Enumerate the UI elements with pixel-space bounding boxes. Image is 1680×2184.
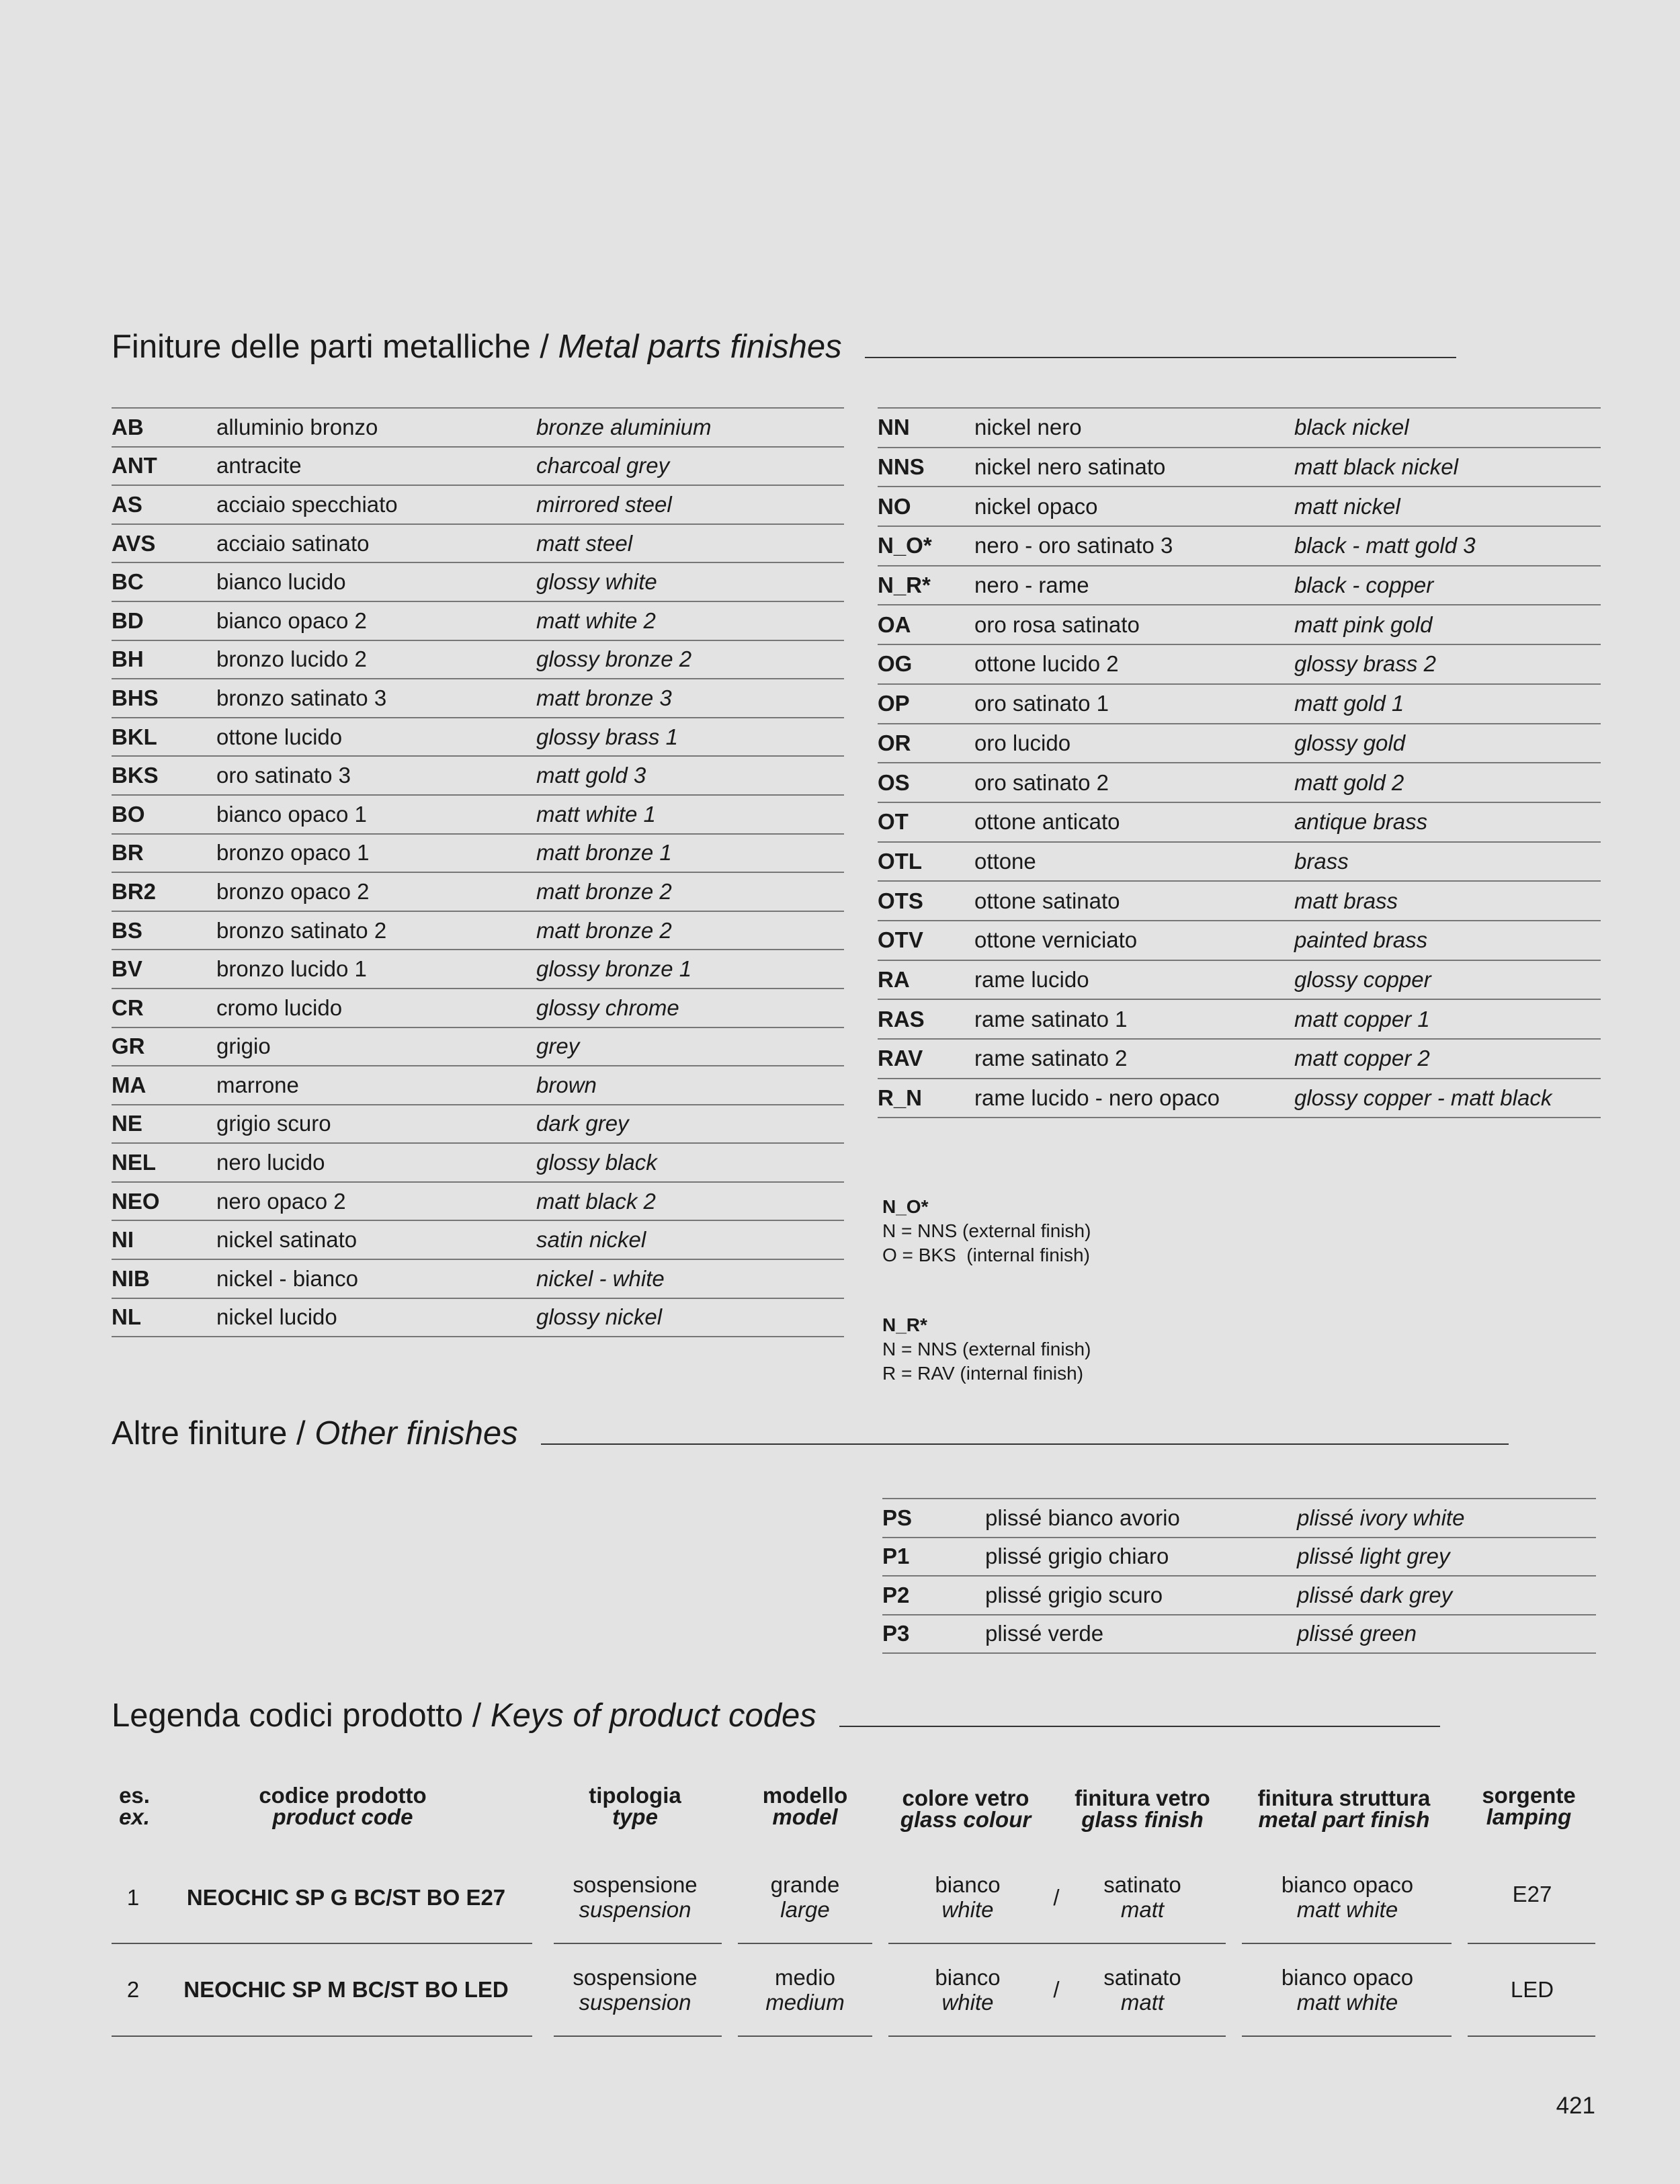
finish-name-en: plissé ivory white bbox=[1297, 1505, 1465, 1530]
finish-row bbox=[882, 1577, 1596, 1615]
title-rule bbox=[865, 357, 1456, 358]
finish-name-en: glossy bronze 1 bbox=[536, 956, 692, 982]
finish-name-it: acciaio specchiato bbox=[216, 491, 398, 517]
finish-row bbox=[878, 685, 1601, 724]
finish-row bbox=[112, 641, 844, 680]
finish-code: OG bbox=[878, 651, 913, 677]
other-finishes-title-en: Other finishes bbox=[314, 1415, 518, 1452]
finish-name-en: matt bronze 3 bbox=[536, 685, 672, 710]
finish-row bbox=[112, 448, 844, 487]
finish-name-en: matt copper 2 bbox=[1294, 1046, 1430, 1071]
finish-code: MA bbox=[112, 1072, 146, 1097]
header-lamping: sorgente lamping bbox=[1482, 1783, 1576, 1829]
product-code: NEOCHIC SP M BC/ST BO LED bbox=[183, 1977, 509, 2002]
finish-name-en: nickel - white bbox=[536, 1265, 665, 1291]
finish-code: AB bbox=[112, 414, 144, 439]
finish-name-it: rame satinato 1 bbox=[974, 1006, 1128, 1032]
finish-row bbox=[882, 1538, 1596, 1577]
note-title-n-o: N_O* bbox=[882, 1196, 929, 1217]
row-divider bbox=[738, 1943, 872, 1944]
finish-name-en: plissé light grey bbox=[1297, 1544, 1450, 1569]
metal-finishes-table-right bbox=[878, 407, 1601, 1118]
finish-code: NL bbox=[112, 1304, 141, 1330]
finish-code: PS bbox=[882, 1505, 913, 1530]
note-line: O = BKS (internal finish) bbox=[882, 1245, 1090, 1265]
finish-row bbox=[878, 1079, 1601, 1119]
title-separator: / bbox=[287, 1415, 315, 1452]
finish-name-it: nickel - bianco bbox=[216, 1265, 358, 1291]
finish-name-it: plissé verde bbox=[985, 1621, 1104, 1646]
note-line: N = NNS (external finish) bbox=[882, 1339, 1091, 1359]
finish-name-it: antracite bbox=[216, 453, 302, 478]
finish-name-en: matt gold 2 bbox=[1294, 769, 1404, 795]
finish-name-it: cromo lucido bbox=[216, 995, 343, 1020]
finish-code: RAV bbox=[878, 1046, 923, 1071]
finish-name-en: matt bronze 2 bbox=[536, 878, 672, 904]
finish-name-it: rame lucido bbox=[974, 966, 1089, 992]
product-code-keys-title bbox=[112, 1699, 1440, 1732]
finish-row bbox=[882, 1615, 1596, 1654]
finish-name-it: plissé grigio scuro bbox=[985, 1582, 1163, 1607]
header-glass-colour: colore vetro glass colour bbox=[900, 1786, 1032, 1832]
finish-row bbox=[112, 1105, 844, 1144]
finish-row bbox=[112, 989, 844, 1028]
finish-code: OTS bbox=[878, 888, 923, 913]
finish-row bbox=[112, 835, 844, 874]
finish-row bbox=[112, 602, 844, 641]
row-divider bbox=[1242, 2035, 1452, 2037]
finish-name-en: matt pink gold bbox=[1294, 612, 1433, 637]
finish-name-en: glossy copper bbox=[1294, 966, 1431, 992]
finish-row bbox=[878, 645, 1601, 685]
finish-name-it: plissé bianco avorio bbox=[985, 1505, 1180, 1530]
finish-name-it: rame satinato 2 bbox=[974, 1046, 1128, 1071]
finish-name-en: matt white 1 bbox=[536, 801, 656, 827]
header-type: tipologia type bbox=[589, 1783, 681, 1829]
finish-code: RAS bbox=[878, 1006, 925, 1032]
other-finishes-table bbox=[882, 1498, 1596, 1654]
finish-row bbox=[112, 1221, 844, 1260]
row-divider bbox=[1468, 2035, 1595, 2037]
metal-finishes-title-en: Metal parts finishes bbox=[558, 329, 842, 365]
finish-row bbox=[112, 486, 844, 525]
finish-row bbox=[112, 525, 844, 564]
finish-name-it: nickel opaco bbox=[974, 493, 1098, 519]
metal-finish-cell: bianco opaco matt white bbox=[1281, 1872, 1414, 1922]
finish-name-it: bronzo lucido 2 bbox=[216, 646, 367, 672]
finish-row bbox=[878, 527, 1601, 566]
finish-row bbox=[878, 724, 1601, 764]
finish-name-en: painted brass bbox=[1294, 927, 1428, 953]
finish-row bbox=[878, 763, 1601, 803]
finish-name-en: mirrored steel bbox=[536, 491, 672, 517]
finish-name-en: matt gold 3 bbox=[536, 763, 646, 788]
finish-name-it: oro satinato 2 bbox=[974, 769, 1109, 795]
finish-name-it: ottone verniciato bbox=[974, 927, 1138, 953]
finish-row bbox=[878, 921, 1601, 961]
product-code: NEOCHIC SP G BC/ST BO E27 bbox=[186, 1885, 506, 1910]
finish-code: OT bbox=[878, 809, 909, 835]
finish-row bbox=[878, 1000, 1601, 1040]
note-title-n-r: N_R* bbox=[882, 1314, 927, 1335]
finish-code: P3 bbox=[882, 1621, 910, 1646]
finish-name-it: oro lucido bbox=[974, 730, 1071, 755]
metal-finish-cell: bianco opaco matt white bbox=[1281, 1965, 1414, 2015]
finish-name-it: bianco opaco 1 bbox=[216, 801, 367, 827]
finish-code: NEO bbox=[112, 1188, 160, 1214]
other-finishes-title bbox=[112, 1417, 1509, 1450]
finish-row bbox=[878, 487, 1601, 527]
finish-name-en: matt black nickel bbox=[1294, 454, 1458, 480]
finish-name-en: satin nickel bbox=[536, 1227, 646, 1253]
finish-name-it: bronzo satinato 2 bbox=[216, 917, 387, 943]
finish-name-en: matt copper 1 bbox=[1294, 1006, 1430, 1032]
finish-name-it: oro satinato 1 bbox=[974, 691, 1109, 716]
finish-name-en: dark grey bbox=[536, 1111, 629, 1136]
finish-name-en: bronze aluminium bbox=[536, 414, 712, 439]
finish-code: OTV bbox=[878, 927, 923, 953]
finish-name-en: glossy nickel bbox=[536, 1304, 663, 1330]
finish-name-en: glossy black bbox=[536, 1150, 657, 1175]
finish-code: NE bbox=[112, 1111, 142, 1136]
finish-row bbox=[878, 566, 1601, 606]
finish-name-en: black - matt gold 3 bbox=[1294, 533, 1476, 558]
header-model: modello model bbox=[762, 1783, 848, 1829]
finish-name-it: nero - oro satinato 3 bbox=[974, 533, 1173, 558]
type-cell: sospensione suspension bbox=[573, 1965, 698, 2015]
example-number: 1 bbox=[126, 1885, 140, 1910]
finish-name-it: bronzo lucido 1 bbox=[216, 956, 367, 982]
page-number: 421 bbox=[1556, 2093, 1595, 2119]
finish-name-en: plissé green bbox=[1297, 1621, 1417, 1646]
glass-finish-cell: satinato matt bbox=[1103, 1965, 1181, 2015]
finish-name-en: matt gold 1 bbox=[1294, 691, 1404, 716]
finish-name-it: oro satinato 3 bbox=[216, 763, 351, 788]
finish-code: OP bbox=[878, 691, 910, 716]
keys-title-en: Keys of product codes bbox=[490, 1697, 816, 1734]
finish-name-en: matt black 2 bbox=[536, 1188, 656, 1214]
finish-row bbox=[112, 1144, 844, 1183]
finish-name-it: nero opaco 2 bbox=[216, 1188, 346, 1214]
other-finishes-title-it: Altre finiture bbox=[112, 1415, 288, 1452]
finish-row bbox=[112, 1028, 844, 1067]
finish-name-it: ottone lucido 2 bbox=[974, 651, 1119, 677]
title-rule bbox=[839, 1726, 1440, 1727]
row-divider bbox=[112, 2035, 532, 2037]
finish-name-en: glossy chrome bbox=[536, 995, 679, 1020]
finish-code: OA bbox=[878, 612, 911, 637]
finish-row bbox=[112, 873, 844, 912]
finish-name-en: matt white 2 bbox=[536, 607, 656, 633]
finish-code: RA bbox=[878, 966, 910, 992]
finish-name-en: matt bronze 2 bbox=[536, 917, 672, 943]
finish-name-en: glossy brass 1 bbox=[536, 724, 678, 749]
type-cell: sospensione suspension bbox=[573, 1872, 698, 1922]
finish-code: P2 bbox=[882, 1582, 910, 1607]
finish-code: CR bbox=[112, 995, 144, 1020]
finish-name-it: acciaio satinato bbox=[216, 530, 370, 556]
finish-name-it: ottone bbox=[974, 848, 1036, 874]
finish-code: BHS bbox=[112, 685, 159, 710]
finish-name-it: bronzo opaco 2 bbox=[216, 878, 370, 904]
slash-separator: / bbox=[1053, 1977, 1060, 2002]
finish-code: NI bbox=[112, 1227, 134, 1253]
note-line: N = NNS (external finish) bbox=[882, 1220, 1091, 1241]
finish-row bbox=[878, 448, 1601, 488]
finish-code: OR bbox=[878, 730, 911, 755]
finish-code: BD bbox=[112, 607, 144, 633]
row-divider bbox=[888, 1943, 1226, 1944]
metal-finishes-title-it: Finiture delle parti metalliche bbox=[112, 329, 531, 365]
finish-name-it: nero lucido bbox=[216, 1150, 325, 1175]
row-divider bbox=[554, 2035, 722, 2037]
finish-name-it: ottone satinato bbox=[974, 888, 1120, 913]
finish-code: N_O* bbox=[878, 533, 932, 558]
finish-name-it: grigio scuro bbox=[216, 1111, 331, 1136]
finish-name-it: bianco lucido bbox=[216, 569, 346, 595]
finish-name-en: black - copper bbox=[1294, 573, 1434, 598]
finish-code: NEL bbox=[112, 1150, 156, 1175]
finish-name-en: matt brass bbox=[1294, 888, 1398, 913]
finish-name-it: plissé grigio chiaro bbox=[985, 1544, 1169, 1569]
finish-code: BC bbox=[112, 569, 144, 595]
finish-name-it: ottone anticato bbox=[974, 809, 1120, 835]
finish-name-en: matt nickel bbox=[1294, 493, 1400, 519]
metal-finishes-table-left bbox=[112, 407, 844, 1337]
finish-name-en: charcoal grey bbox=[536, 453, 670, 478]
finish-code: NN bbox=[878, 415, 910, 440]
finish-name-it: rame lucido - nero opaco bbox=[974, 1085, 1220, 1111]
finish-row bbox=[112, 757, 844, 796]
finish-name-it: nickel nero bbox=[974, 415, 1082, 440]
finish-name-en: glossy copper - matt black bbox=[1294, 1085, 1552, 1111]
finish-row bbox=[112, 679, 844, 718]
row-divider bbox=[1468, 1943, 1595, 1944]
example-number: 2 bbox=[126, 1977, 140, 2002]
finish-name-en: black nickel bbox=[1294, 415, 1409, 440]
finish-code: NO bbox=[878, 493, 911, 519]
finish-code: BH bbox=[112, 646, 144, 672]
finish-name-it: grigio bbox=[216, 1034, 271, 1059]
finish-row bbox=[112, 563, 844, 602]
finish-name-en: plissé dark grey bbox=[1297, 1582, 1453, 1607]
finish-code: NIB bbox=[112, 1265, 150, 1291]
finish-row bbox=[878, 409, 1601, 448]
glass-finish-cell: satinato matt bbox=[1103, 1872, 1181, 1922]
header-example: es. ex. bbox=[119, 1783, 150, 1829]
finish-code: BO bbox=[112, 801, 145, 827]
finish-name-en: glossy brass 2 bbox=[1294, 651, 1436, 677]
row-divider bbox=[554, 1943, 722, 1944]
finish-name-en: matt steel bbox=[536, 530, 633, 556]
finish-code: N_R* bbox=[878, 573, 931, 598]
finish-name-en: glossy bronze 2 bbox=[536, 646, 692, 672]
finish-code: GR bbox=[112, 1034, 145, 1059]
finish-code: BKL bbox=[112, 724, 157, 749]
finish-name-it: nickel lucido bbox=[216, 1304, 337, 1330]
finish-notes bbox=[882, 1195, 1091, 1386]
lamping-cell: E27 bbox=[1512, 1882, 1552, 1906]
lamping-cell: LED bbox=[1510, 1977, 1554, 2002]
finish-code: BKS bbox=[112, 763, 159, 788]
finish-code: BV bbox=[112, 956, 142, 982]
finish-code: AS bbox=[112, 491, 142, 517]
header-glass-finish: finitura vetro glass finish bbox=[1075, 1786, 1210, 1832]
finish-code: P1 bbox=[882, 1544, 910, 1569]
finish-row bbox=[112, 718, 844, 757]
finish-code: ANT bbox=[112, 453, 157, 478]
finish-row bbox=[878, 843, 1601, 882]
header-metal-part-finish: finitura struttura metal part finish bbox=[1257, 1786, 1431, 1832]
keys-title-it: Legenda codici prodotto bbox=[112, 1697, 464, 1734]
finish-row bbox=[878, 882, 1601, 921]
finish-row bbox=[112, 409, 844, 448]
row-divider bbox=[888, 2035, 1226, 2037]
glass-colour-cell: bianco white bbox=[935, 1965, 1001, 2015]
title-separator: / bbox=[463, 1697, 491, 1734]
finish-code: R_N bbox=[878, 1085, 923, 1111]
finish-name-it: ottone lucido bbox=[216, 724, 343, 749]
finish-name-it: bianco opaco 2 bbox=[216, 607, 367, 633]
model-cell: medio medium bbox=[765, 1965, 845, 2015]
finish-code: BR2 bbox=[112, 878, 157, 904]
finish-name-it: nero - rame bbox=[974, 573, 1089, 598]
finish-code: AVS bbox=[112, 530, 156, 556]
finish-row bbox=[112, 1066, 844, 1105]
finish-row bbox=[112, 1299, 844, 1338]
header-product-code: codice prodotto product code bbox=[259, 1783, 427, 1829]
note-line: R = RAV (internal finish) bbox=[882, 1363, 1084, 1384]
finish-code: OS bbox=[878, 769, 910, 795]
finish-name-it: bronzo opaco 1 bbox=[216, 840, 370, 866]
finish-name-en: matt bronze 1 bbox=[536, 840, 672, 866]
finish-row bbox=[112, 1183, 844, 1222]
metal-finishes-title bbox=[112, 331, 1456, 364]
finish-row bbox=[112, 1260, 844, 1299]
finish-name-en: brown bbox=[536, 1072, 597, 1097]
finish-name-en: grey bbox=[536, 1034, 580, 1059]
finish-code: NNS bbox=[878, 454, 925, 480]
row-divider bbox=[738, 2035, 872, 2037]
finish-row bbox=[878, 803, 1601, 843]
finish-code: BS bbox=[112, 917, 142, 943]
finish-row bbox=[112, 950, 844, 989]
title-separator: / bbox=[530, 329, 558, 365]
finish-row bbox=[878, 1040, 1601, 1079]
finish-row bbox=[882, 1499, 1596, 1538]
finish-name-it: alluminio bronzo bbox=[216, 414, 378, 439]
finish-name-it: nickel nero satinato bbox=[974, 454, 1166, 480]
finish-name-it: nickel satinato bbox=[216, 1227, 358, 1253]
finish-name-it: marrone bbox=[216, 1072, 299, 1097]
finish-name-en: antique brass bbox=[1294, 809, 1428, 835]
finish-row bbox=[112, 796, 844, 835]
glass-colour-cell: bianco white bbox=[935, 1872, 1001, 1922]
row-divider bbox=[112, 1943, 532, 1944]
finish-name-it: bronzo satinato 3 bbox=[216, 685, 387, 710]
finish-name-en: glossy gold bbox=[1294, 730, 1406, 755]
model-cell: grande large bbox=[770, 1872, 840, 1922]
finish-row bbox=[878, 605, 1601, 645]
row-divider bbox=[1242, 1943, 1452, 1944]
finish-name-it: oro rosa satinato bbox=[974, 612, 1140, 637]
finish-code: OTL bbox=[878, 848, 922, 874]
finish-row bbox=[112, 912, 844, 951]
title-rule bbox=[541, 1443, 1509, 1445]
finish-row bbox=[878, 961, 1601, 1001]
finish-name-en: glossy white bbox=[536, 569, 657, 595]
finish-code: BR bbox=[112, 840, 144, 866]
slash-separator: / bbox=[1053, 1885, 1060, 1910]
finish-name-en: brass bbox=[1294, 848, 1349, 874]
